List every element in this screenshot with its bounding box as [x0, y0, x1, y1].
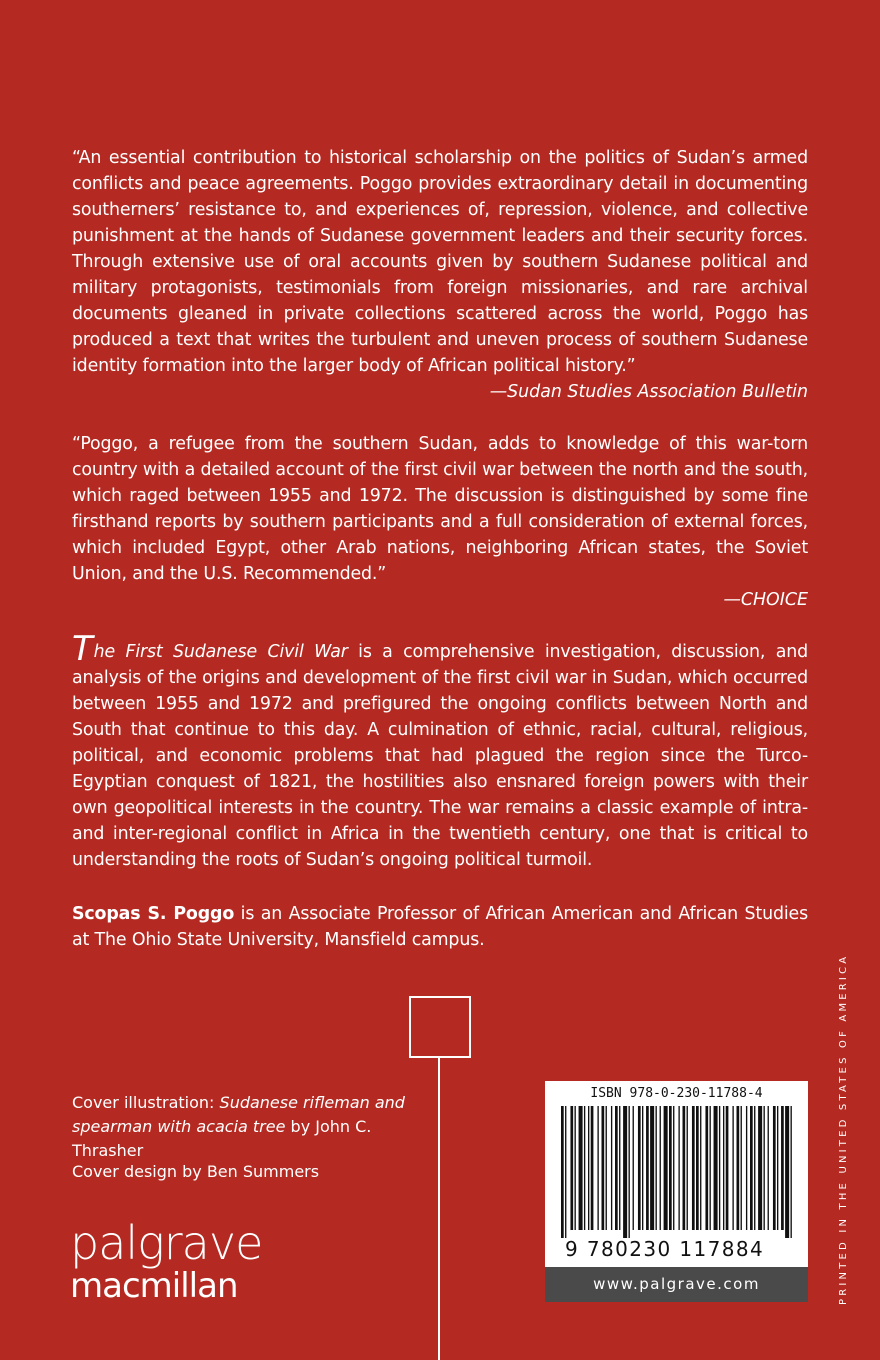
barcode-bar	[754, 1106, 755, 1230]
barcode-bar	[696, 1106, 699, 1230]
quote1-text: “An essential contribution to historical scholarship on the politics of Sudan’s armed conflicts and peace agreements. Poggo provides extraordinary detail in documenting southerners’ resistance to, and experiences of, repression, violence, and collective punishment at the hands of Sudanese government leaders and their security forces. Through extensive use of oral accounts given by southern Sudanese political and military protagonists, testimonials from foreign missionaries, and rare archival documents gleaned in private collections scattered across the world, Poggo has produced a text that writes the turbulent and uneven process of southern Sudanese identity formation into the larger body of African political history.”	[72, 148, 808, 376]
author-name: Scopas S. Poggo	[72, 904, 235, 924]
cover-illustration-credit: Cover illustration: Sudanese rifleman and spearman with acacia tree by John C. Thrasher	[72, 1093, 405, 1160]
quote-sudan-studies	[72, 145, 808, 405]
barcode-bar	[584, 1106, 585, 1230]
barcode-bar	[678, 1106, 679, 1230]
publisher-logo-line1: palgrave	[70, 1216, 263, 1270]
barcode	[545, 1081, 808, 1267]
barcode-bar	[646, 1106, 649, 1230]
cover-design-credit: Cover design by Ben Summers	[72, 1162, 320, 1181]
barcode-bar	[726, 1106, 729, 1230]
barcode-bar	[561, 1106, 564, 1238]
quote-choice	[72, 431, 808, 613]
quote1-attribution: —Sudan Studies Association Bulletin	[489, 382, 808, 402]
barcode-bar	[781, 1106, 784, 1230]
barcode-bar	[579, 1106, 583, 1230]
barcode-bar	[791, 1106, 792, 1238]
barcode-bar	[575, 1106, 576, 1230]
barcode-bar	[650, 1106, 654, 1230]
quote2-attribution: —CHOICE	[723, 590, 808, 610]
barcode-bar	[723, 1106, 724, 1230]
barcode-bar	[764, 1106, 765, 1230]
author-bio	[72, 901, 808, 953]
barcode-bar	[732, 1106, 733, 1230]
barcode-bar	[629, 1106, 630, 1238]
barcode-bar	[565, 1106, 566, 1238]
decorative-square	[409, 996, 471, 1058]
barcode-bar	[673, 1106, 674, 1230]
barcode-bar	[687, 1106, 688, 1230]
barcode-bar	[746, 1106, 747, 1230]
dropcap: T	[72, 629, 93, 669]
barcode-bar	[602, 1106, 605, 1230]
barcode-bar	[597, 1106, 598, 1230]
barcode-bar	[741, 1106, 742, 1230]
barcode-bar	[642, 1106, 643, 1230]
barcode-bar	[588, 1106, 589, 1230]
barcode-bar	[768, 1106, 769, 1230]
book-description	[72, 629, 808, 873]
isbn-label: ISBN 978-0-230-11788-4	[590, 1086, 763, 1101]
barcode-bar	[714, 1106, 718, 1230]
barcode-bar	[737, 1106, 740, 1230]
barcode-bar	[773, 1106, 776, 1230]
barcode-bar	[591, 1106, 594, 1230]
barcode-bar	[623, 1106, 627, 1238]
barcode-digits: 9 780230 117884	[565, 1237, 765, 1261]
description-text: is a comprehensive investigation, discussion, and analysis of the origins and development of the first civil war in Sudan, which occurred between 1955 and 1972 and prefigured the ongoing conflicts between North and South that continue to this day. A culmination of ethnic, racial, cultural, religious, political, and economic problems that had plagued the region since the Turco-Egyptian conquest of 1821, the hostilities also ensnared foreign powers with their own geopolitical interests in the country. The war remains a classic example of intra- and inter-regional conflict in Africa in the twentieth century, one that is critical to understanding the roots of Sudan’s ongoing political turmoil.	[72, 642, 808, 870]
quote2-text: “Poggo, a refugee from the southern Sudan, adds to knowledge of this war-torn country with a detailed account of the first civil war between the north and the south, which raged between 1955 and 1972. The discussion is distinguished by some fine firsthand reports by southern participants and a full consideration of external forces, which included Egypt, other Arab nations, neighboring African states, the Soviet Union, and the U.S. Recommended.”	[72, 434, 808, 584]
barcode-bar	[683, 1106, 686, 1230]
barcode-bar	[705, 1106, 708, 1230]
barcode-bar	[777, 1106, 778, 1230]
barcode-bar	[638, 1106, 641, 1230]
publisher-logo-line2: macmillan	[70, 1266, 238, 1306]
bio-text: is an Associate Professor of African American and African Studies at The Ohio State University, Mansfield campus.	[72, 904, 808, 950]
barcode-bar	[750, 1106, 753, 1230]
printed-in-usa: PRINTED IN THE UNITED STATES OF AMERICA	[838, 953, 849, 1305]
barcode-bar	[758, 1106, 762, 1230]
barcode-bar	[633, 1106, 634, 1230]
barcode-bar	[692, 1106, 695, 1230]
barcode-bar	[615, 1106, 618, 1230]
decorative-line	[438, 1056, 440, 1360]
barcode-bar	[606, 1106, 607, 1230]
barcode-bar	[719, 1106, 720, 1230]
barcode-bar	[664, 1106, 668, 1230]
barcode-bars	[561, 1106, 793, 1238]
book-title: he First Sudanese Civil War	[93, 642, 348, 662]
barcode-bar	[656, 1106, 657, 1230]
barcode-bar	[660, 1106, 661, 1230]
barcode-bar	[570, 1106, 573, 1230]
publisher-url: www.palgrave.com	[545, 1267, 808, 1302]
barcode-bar	[785, 1106, 789, 1238]
barcode-bar	[611, 1106, 612, 1230]
barcode-bar	[669, 1106, 672, 1230]
barcode-bar	[700, 1106, 701, 1230]
illustration-title: Sudanese rifleman and spearman with acacia tree	[72, 1093, 405, 1136]
barcode-bar	[619, 1106, 620, 1230]
barcode-bar	[710, 1106, 711, 1230]
